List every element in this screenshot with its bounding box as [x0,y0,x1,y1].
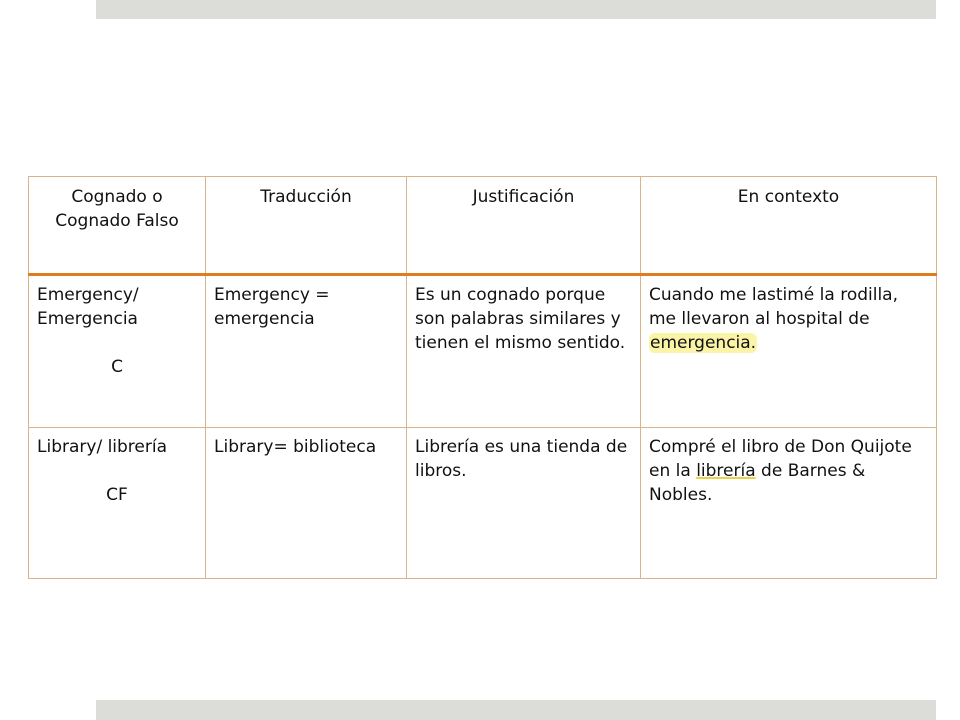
underlined-word: librería [696,461,756,481]
cell-context [641,428,937,579]
cell-justification: Librería es una tienda de libros. [407,428,641,579]
cognate-code: CF [106,485,128,505]
top-decorative-bar [96,0,936,19]
cell-justification: Es un cognado porque son palabras similares y tienen el mismo sentido. [407,275,641,428]
context-text-after: de Barnes & Nobles. [649,461,866,505]
context-text: Compré el libro de Don Quijote en la [649,437,912,481]
word-text: Library/ librería [37,437,168,457]
table-row [29,428,937,579]
context-text: Cuando me lastimé la rodilla, me llevaron al hospital de [649,285,899,329]
header-traduccion: Traducción [206,177,407,275]
cell-translation: Emergency = emergencia [206,275,407,428]
cell-word [29,428,206,579]
header-en-contexto: En contexto [641,177,937,275]
header-justificacion: Justificación [407,177,641,275]
table-header [29,177,937,275]
cell-word [29,275,206,428]
cognates-table [28,176,937,579]
highlighted-word: emergencia. [650,333,757,353]
bottom-decorative-bar [96,700,936,720]
cell-context [641,275,937,428]
word-text: Emergency/ Emergencia [37,285,139,329]
cell-translation: Library= biblioteca [206,428,407,579]
header-cognado: Cognado o Cognado Falso [29,177,206,275]
table-row [29,275,937,428]
cognate-code: C [111,357,123,377]
